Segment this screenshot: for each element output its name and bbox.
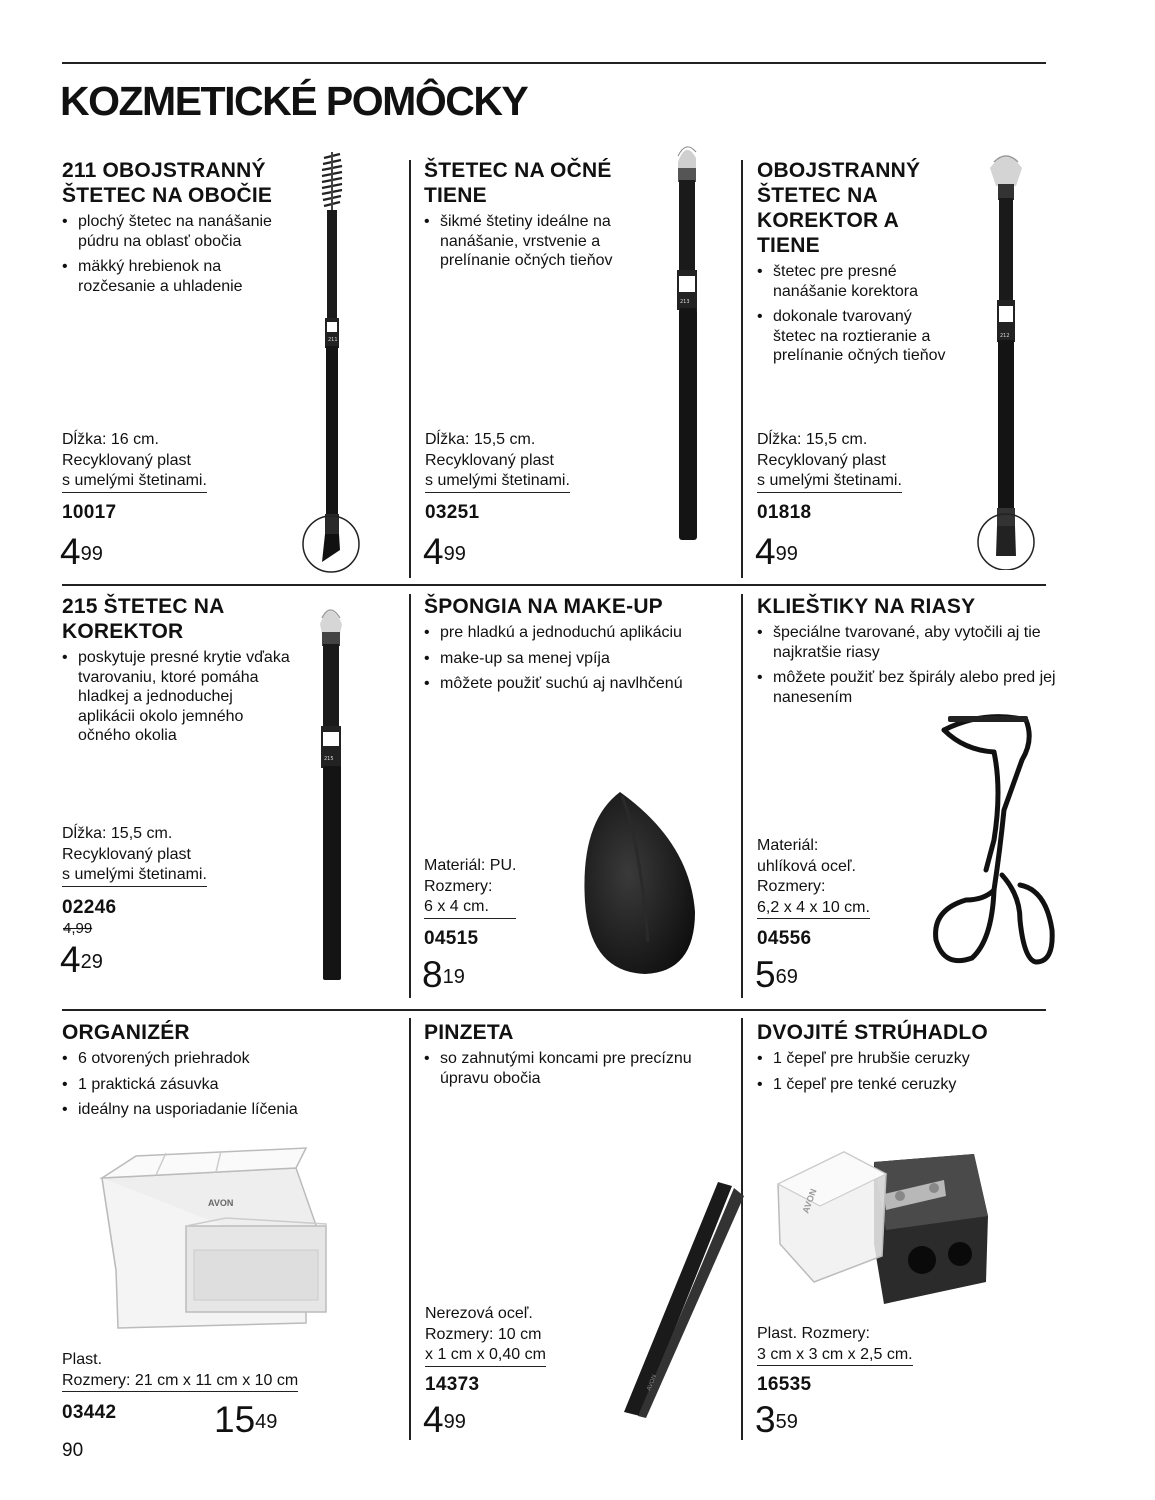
bullet-list bbox=[62, 1049, 392, 1120]
spec-line: 3 cm x 3 cm x 2,5 cm. bbox=[757, 1345, 913, 1367]
spec-line: Plast. bbox=[62, 1351, 103, 1368]
product-specs bbox=[425, 1304, 546, 1367]
bullet-item: • môžete použiť bez špirály alebo pred jej nanesením bbox=[757, 668, 1057, 707]
eyelash-curler-image bbox=[924, 700, 1059, 975]
bullet-list bbox=[424, 212, 634, 271]
price-cents: 69 bbox=[775, 966, 798, 988]
price-cents: 99 bbox=[80, 543, 103, 565]
bullet-list bbox=[757, 1049, 1057, 1094]
product-code: 03251 bbox=[425, 502, 480, 523]
col-divider bbox=[741, 160, 743, 578]
product-specs bbox=[62, 430, 207, 493]
price-main: 8 bbox=[422, 954, 443, 995]
product-title: ŠTETEC NA OČNÉ TIENE bbox=[424, 159, 612, 207]
organizer-image bbox=[96, 1138, 332, 1343]
product-card-tweezers bbox=[424, 1020, 704, 1094]
spec-line: Recyklovaný plast bbox=[425, 451, 554, 469]
brush-number: 212 bbox=[1000, 333, 1010, 339]
bullet-list bbox=[62, 212, 302, 296]
product-card-concealer-shadow-brush bbox=[757, 158, 957, 372]
product-price bbox=[423, 1400, 466, 1440]
bullet-item: • 1 čepeľ pre tenké ceruzky bbox=[757, 1075, 1057, 1095]
price-cents: 29 bbox=[80, 951, 103, 973]
price-cents: 19 bbox=[442, 966, 465, 988]
bullet-list bbox=[757, 262, 957, 366]
spec-line: s umelými štetinami. bbox=[62, 865, 207, 887]
bullet-item: • špeciálne tvarované, aby vytočili aj tie najkratšie riasy bbox=[757, 623, 1057, 662]
bullet-list bbox=[424, 1049, 704, 1088]
brush-number: 211 bbox=[328, 337, 338, 343]
product-price bbox=[755, 1400, 798, 1440]
spec-line: Rozmery: bbox=[424, 877, 493, 895]
tweezers-brand: AVON bbox=[646, 1374, 659, 1392]
product-specs bbox=[62, 824, 207, 887]
page-title: KOZMETICKÉ POMÔCKY bbox=[60, 78, 528, 124]
bullet-item: • 6 otvorených priehradok bbox=[62, 1049, 392, 1069]
sharpener-image bbox=[774, 1134, 994, 1314]
spec-line: s umelými štetinami. bbox=[757, 471, 902, 493]
spec-line: Nerezová oceľ. bbox=[425, 1305, 533, 1322]
tweezers-image bbox=[610, 1176, 750, 1426]
dual-brush-image bbox=[972, 150, 1042, 570]
sharpener-brand: AVON bbox=[800, 1187, 819, 1215]
price-main: 4 bbox=[60, 939, 81, 980]
product-code: 01818 bbox=[757, 502, 812, 523]
bullet-item: • dokonale tvarovaný štetec na roztieranie a prelínanie očných tieňov bbox=[757, 307, 957, 366]
bullet-item: • ideálny na usporiadanie líčenia bbox=[62, 1100, 392, 1120]
product-price bbox=[423, 532, 466, 572]
spec-line: uhlíková oceľ. bbox=[757, 857, 856, 875]
product-code: 03442 bbox=[62, 1402, 117, 1423]
spec-line: 6,2 x 4 x 10 cm. bbox=[757, 898, 870, 920]
col-divider bbox=[409, 1018, 411, 1440]
organizer-brand: AVON bbox=[208, 1198, 234, 1208]
product-price bbox=[214, 1400, 277, 1440]
product-title: OBOJSTRANNÝ ŠTETEC NA KOREKTOR A TIENE bbox=[757, 159, 921, 257]
brow-brush-image bbox=[298, 150, 368, 575]
product-title: ŠPONGIA NA MAKE-UP bbox=[424, 595, 663, 618]
col-divider bbox=[741, 594, 743, 998]
col-divider bbox=[409, 594, 411, 998]
eyeshadow-brush-image bbox=[668, 140, 708, 550]
bullet-item: • pre hladkú a jednoduchú aplikáciu bbox=[424, 623, 734, 643]
spec-line: Recyklovaný plast bbox=[757, 451, 886, 469]
sponge-image bbox=[560, 782, 710, 982]
concealer-brush-image bbox=[312, 598, 352, 988]
product-title: ORGANIZÉR bbox=[62, 1021, 190, 1044]
bullet-item: • poskytuje presné krytie vďaka tvarovaniu, ktoré pomáha hladkej a jednoduchej aplikácii okolo jemného očného okolia bbox=[62, 648, 292, 746]
product-code: 14373 bbox=[425, 1374, 480, 1395]
bullet-list bbox=[757, 623, 1057, 707]
bullet-item: • so zahnutými koncami pre precíznu úpravu obočia bbox=[424, 1049, 704, 1088]
price-cents: 99 bbox=[775, 543, 798, 565]
bullet-item: • plochý štetec na nanášanie púdru na oblasť obočia bbox=[62, 212, 302, 251]
price-cents: 49 bbox=[255, 1411, 278, 1433]
product-card-sponge bbox=[424, 594, 734, 700]
product-price bbox=[60, 532, 103, 572]
spec-line: x 1 cm x 0,40 cm bbox=[425, 1345, 546, 1367]
product-specs bbox=[424, 856, 516, 919]
product-code: 16535 bbox=[757, 1374, 812, 1395]
spec-line: Materiál: bbox=[757, 837, 819, 854]
product-title: PINZETA bbox=[424, 1021, 514, 1044]
spec-line: s umelými štetinami. bbox=[62, 471, 207, 493]
spec-line: Dĺžka: 15,5 cm. bbox=[425, 431, 536, 448]
top-rule bbox=[62, 62, 1046, 64]
bullet-item: • mäkký hrebienok na rozčesanie a uhladenie bbox=[62, 257, 302, 296]
product-card-concealer-brush bbox=[62, 594, 292, 752]
product-price bbox=[755, 532, 798, 572]
price-main: 3 bbox=[755, 1399, 776, 1440]
col-divider bbox=[409, 160, 411, 578]
product-title: 215 ŠTETEC NA KOREKTOR bbox=[62, 595, 224, 643]
bullet-item: • šikmé štetiny ideálne na nanášanie, vrstvenie a prelínanie očných tieňov bbox=[424, 212, 634, 271]
product-price bbox=[422, 955, 465, 995]
price-main: 5 bbox=[755, 954, 776, 995]
spec-line: Materiál: PU. bbox=[424, 857, 517, 874]
spec-line: Recyklovaný plast bbox=[62, 451, 191, 469]
price-main: 4 bbox=[423, 1399, 444, 1440]
spec-line: Rozmery: 21 cm x 11 cm x 10 cm bbox=[62, 1371, 298, 1393]
spec-line: Plast. Rozmery: bbox=[757, 1325, 870, 1342]
spec-line: 6 x 4 cm. bbox=[424, 897, 516, 919]
bullet-item: • 1 praktická zásuvka bbox=[62, 1075, 392, 1095]
product-specs bbox=[62, 1350, 298, 1392]
product-title: DVOJITÉ STRÚHADLO bbox=[757, 1021, 988, 1044]
product-code: 02246 bbox=[62, 897, 117, 918]
product-specs bbox=[425, 430, 570, 493]
price-main: 4 bbox=[423, 531, 444, 572]
product-price bbox=[60, 940, 103, 980]
product-card-eyeshadow-brush bbox=[424, 158, 634, 277]
brush-number: 215 bbox=[324, 756, 334, 762]
row-divider-1 bbox=[62, 584, 1046, 586]
product-specs bbox=[757, 1324, 913, 1366]
spec-line: Dĺžka: 16 cm. bbox=[62, 431, 159, 448]
product-specs bbox=[757, 836, 870, 919]
price-main: 15 bbox=[214, 1399, 256, 1440]
product-title: KLIEŠTIKY NA RIASY bbox=[757, 595, 976, 618]
product-code: 04515 bbox=[424, 928, 479, 949]
price-main: 4 bbox=[755, 531, 776, 572]
spec-line: Rozmery: 10 cm bbox=[425, 1325, 542, 1343]
price-cents: 59 bbox=[775, 1411, 798, 1433]
product-card-organizer bbox=[62, 1020, 392, 1126]
bullet-item: • štetec pre presné nanášanie korektora bbox=[757, 262, 957, 301]
bullet-item: • 1 čepeľ pre hrubšie ceruzky bbox=[757, 1049, 1057, 1069]
price-main: 4 bbox=[60, 531, 81, 572]
price-cents: 99 bbox=[443, 543, 466, 565]
spec-line: Rozmery: bbox=[757, 878, 826, 895]
product-code: 04556 bbox=[757, 928, 812, 949]
product-code: 10017 bbox=[62, 502, 117, 523]
product-card-sharpener bbox=[757, 1020, 1057, 1100]
spec-line: Dĺžka: 15,5 cm. bbox=[62, 825, 173, 842]
price-cents: 99 bbox=[443, 1411, 466, 1433]
bullet-list bbox=[424, 623, 734, 694]
product-title: 211 OBOJSTRANNÝ ŠTETEC NA OBOČIE bbox=[62, 159, 273, 207]
row-divider-2 bbox=[62, 1009, 1046, 1011]
bullet-item: • môžete použiť suchú aj navlhčenú bbox=[424, 674, 734, 694]
product-card-eyelash-curler bbox=[757, 594, 1057, 713]
page-number: 90 bbox=[62, 1440, 84, 1461]
brush-number: 213 bbox=[680, 299, 690, 305]
spec-line: s umelými štetinami. bbox=[425, 471, 570, 493]
spec-line: Recyklovaný plast bbox=[62, 845, 191, 863]
old-price: 4,99 bbox=[63, 920, 93, 937]
bullet-list bbox=[62, 648, 292, 746]
product-price bbox=[755, 955, 798, 995]
spec-line: Dĺžka: 15,5 cm. bbox=[757, 431, 868, 448]
product-card-brow-brush bbox=[62, 158, 302, 302]
product-specs bbox=[757, 430, 902, 493]
bullet-item: • make-up sa menej vpíja bbox=[424, 649, 734, 669]
